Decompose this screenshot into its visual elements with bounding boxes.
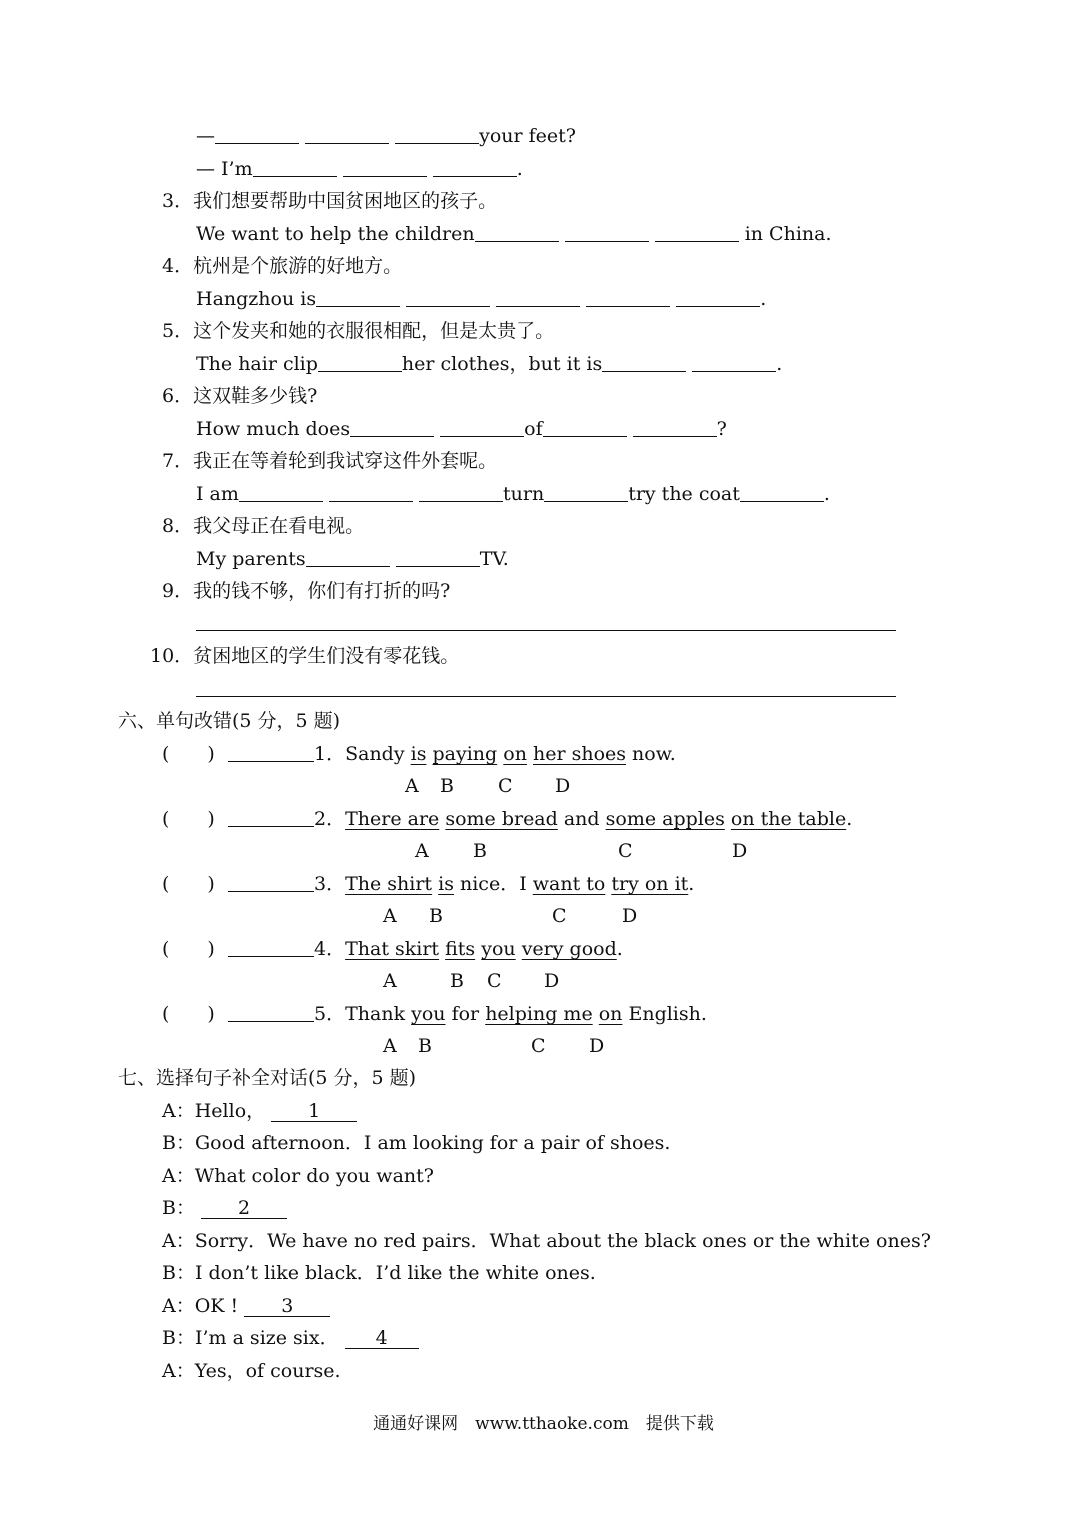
speaker-label: A： (162, 1295, 195, 1317)
dialogue-line (162, 1261, 596, 1285)
correction-blank[interactable] (228, 808, 314, 827)
q2-line2: — I’m . (196, 158, 523, 180)
option-letter: A (383, 905, 397, 927)
dialogue-blank[interactable]: 2 (201, 1198, 287, 1219)
blank[interactable] (406, 288, 490, 307)
dialogue-line (162, 1294, 330, 1318)
blank[interactable] (306, 548, 390, 567)
sentence-text: . (616, 938, 623, 960)
item-number: 2． (314, 808, 346, 830)
underlined-option: her shoes (532, 743, 627, 765)
option-letter: B (429, 905, 443, 927)
dialogue-line (162, 1164, 434, 1188)
correction-item (162, 872, 694, 896)
q4-chinese: 4．杭州是个旅游的好地方。 (162, 255, 403, 277)
sentence-text: . (846, 808, 853, 830)
underlined-option: fits (445, 938, 476, 960)
option-letter: C (552, 905, 567, 927)
item-number: 5． (314, 1003, 346, 1025)
blank[interactable] (215, 125, 299, 144)
underlined-option: on (598, 1003, 623, 1025)
speaker-label: A： (162, 1360, 195, 1382)
correction-item (162, 807, 852, 831)
item-number: 1． (314, 743, 346, 765)
dialogue-line (162, 1229, 931, 1253)
q9-chinese: 9．我的钱不够，你们有打折的吗? (162, 580, 451, 602)
option-letter: D (555, 775, 571, 797)
option-letter: A (415, 840, 429, 862)
answer-paren[interactable]: ( ) (162, 808, 215, 830)
dialogue-text: Yes，of course. (194, 1360, 341, 1382)
dialogue-line (162, 1196, 287, 1220)
dialogue-text: OK ! (194, 1295, 239, 1317)
blank[interactable] (586, 288, 670, 307)
answer-paren[interactable]: ( ) (162, 873, 215, 895)
sentence-text: Thank (345, 1003, 412, 1025)
underlined-option: some apples (605, 808, 725, 830)
blank[interactable] (633, 418, 717, 437)
blank[interactable] (350, 418, 434, 437)
option-letter: A (383, 970, 397, 992)
blank[interactable] (565, 223, 649, 242)
speaker-label: B： (162, 1262, 195, 1284)
footer: 通通好课网 www.tthaoke.com 提供下载 (373, 1414, 714, 1434)
underlined-option: is (438, 873, 454, 895)
blank[interactable] (343, 158, 427, 177)
blank[interactable] (440, 418, 524, 437)
blank[interactable] (395, 125, 479, 144)
blank[interactable] (318, 353, 402, 372)
blank[interactable] (655, 223, 739, 242)
correction-item (162, 1002, 707, 1026)
option-letter: D (622, 905, 638, 927)
option-letter: D (544, 970, 560, 992)
q3-english: We want to help the children in China. (196, 223, 832, 245)
option-letter: B (473, 840, 487, 862)
dialogue-text: Sorry．We have no red pairs．What about the black ones or the white ones? (194, 1230, 931, 1252)
sentence-text: Sandy (345, 743, 411, 765)
section7-heading: 七、选择句子补全对话(5 分，5 题) (118, 1067, 417, 1089)
underlined-option: There are (345, 808, 440, 830)
dialogue-text: What color do you want? (194, 1165, 434, 1187)
speaker-label: A： (162, 1165, 195, 1187)
q3-chinese: 3．我们想要帮助中国贫困地区的孩子。 (162, 190, 498, 212)
q9-answer-line[interactable] (196, 630, 896, 631)
blank[interactable] (475, 223, 559, 242)
answer-paren[interactable]: ( ) (162, 1003, 215, 1025)
option-letter: B (440, 775, 454, 797)
underlined-option: you (411, 1003, 446, 1025)
blank[interactable] (329, 483, 413, 502)
blank[interactable] (239, 483, 323, 502)
blank[interactable] (396, 548, 480, 567)
sentence-text: . (688, 873, 695, 895)
option-letter: A (383, 1035, 397, 1057)
underlined-option: want to (532, 873, 606, 895)
speaker-label: A： (162, 1100, 195, 1122)
underlined-option: you (481, 938, 516, 960)
q8-english: My parents TV. (196, 548, 509, 570)
dialogue-blank[interactable]: 3 (244, 1296, 330, 1317)
correction-item (162, 937, 623, 961)
q7-chinese: 7．我正在等着轮到我试穿这件外套呢。 (162, 450, 498, 472)
option-letter: C (498, 775, 513, 797)
blank[interactable] (305, 125, 389, 144)
option-letter: C (618, 840, 633, 862)
blank[interactable] (740, 483, 824, 502)
option-letter: C (531, 1035, 546, 1057)
blank[interactable] (496, 288, 580, 307)
underlined-option: helping me (485, 1003, 593, 1025)
option-letter: D (732, 840, 748, 862)
item-number: 4． (314, 938, 346, 960)
dialogue-text: I’m a size six． (194, 1327, 339, 1349)
answer-paren[interactable]: ( ) (162, 938, 215, 960)
section6-heading: 六、单句改错(5 分，5 题) (118, 710, 341, 732)
underlined-option: is (410, 743, 427, 765)
underlined-option: on (503, 743, 527, 765)
blank[interactable] (433, 158, 517, 177)
q5-chinese: 5．这个发夹和她的衣服很相配，但是太贵了。 (162, 320, 555, 342)
blank[interactable] (676, 288, 760, 307)
blank[interactable] (544, 483, 628, 502)
correction-blank[interactable] (228, 873, 314, 892)
sentence-text: now. (626, 743, 676, 765)
blank[interactable] (602, 353, 686, 372)
correction-blank[interactable] (228, 743, 314, 762)
sentence-text: for (445, 1003, 486, 1025)
answer-paren[interactable]: ( ) (162, 743, 215, 765)
q7-english: I am turn try the coat . (196, 483, 830, 505)
correction-blank[interactable] (228, 938, 314, 957)
sentence-text: nice．I (453, 873, 533, 895)
q4-english: Hangzhou is . (196, 288, 767, 310)
sentence-text: English. (622, 1003, 707, 1025)
underlined-option: That skirt (345, 938, 440, 960)
correction-item (162, 742, 676, 766)
dialogue-text: Hello， (194, 1100, 266, 1122)
speaker-label: B： (162, 1132, 195, 1154)
blank[interactable] (543, 418, 627, 437)
dialogue-text: I don’t like black．I’d like the white ones. (194, 1262, 596, 1284)
underlined-option: paying (432, 743, 498, 765)
option-letter: C (487, 970, 502, 992)
q6-english: How much does of ? (196, 418, 727, 440)
correction-blank[interactable] (228, 1003, 314, 1022)
dialogue-text: Good afternoon．I am looking for a pair of shoes. (194, 1132, 671, 1154)
q10-answer-line[interactable] (196, 696, 896, 697)
dialogue-line (162, 1326, 419, 1350)
blank[interactable] (419, 483, 503, 502)
dialogue-line (162, 1099, 357, 1123)
speaker-label: A： (162, 1230, 195, 1252)
underlined-option: some bread (445, 808, 558, 830)
q10-chinese: 10．贫困地区的学生们没有零花钱。 (150, 645, 460, 667)
dialogue-line (162, 1131, 670, 1155)
underlined-option: The shirt (345, 873, 433, 895)
q6-chinese: 6．这双鞋多少钱? (162, 385, 318, 407)
option-letter: D (589, 1035, 605, 1057)
dialogue-line (162, 1359, 341, 1383)
underlined-option: try on it (611, 873, 689, 895)
sentence-text: and (557, 808, 606, 830)
option-letter: B (418, 1035, 432, 1057)
blank[interactable] (692, 353, 776, 372)
q8-chinese: 8．我父母正在看电视。 (162, 515, 365, 537)
speaker-label: B： (162, 1197, 195, 1219)
option-letter: B (450, 970, 464, 992)
q5-english: The hair clip her clothes，but it is . (196, 353, 783, 375)
speaker-label: B： (162, 1327, 195, 1349)
option-letter: A (405, 775, 419, 797)
underlined-option: on the table (730, 808, 847, 830)
dialogue-blank[interactable]: 4 (345, 1328, 419, 1349)
item-number: 3． (314, 873, 346, 895)
blank[interactable] (253, 158, 337, 177)
blank[interactable] (316, 288, 400, 307)
q2-line1: — your feet? (196, 125, 576, 147)
dialogue-blank[interactable]: 1 (271, 1101, 357, 1122)
underlined-option: very good (521, 938, 617, 960)
